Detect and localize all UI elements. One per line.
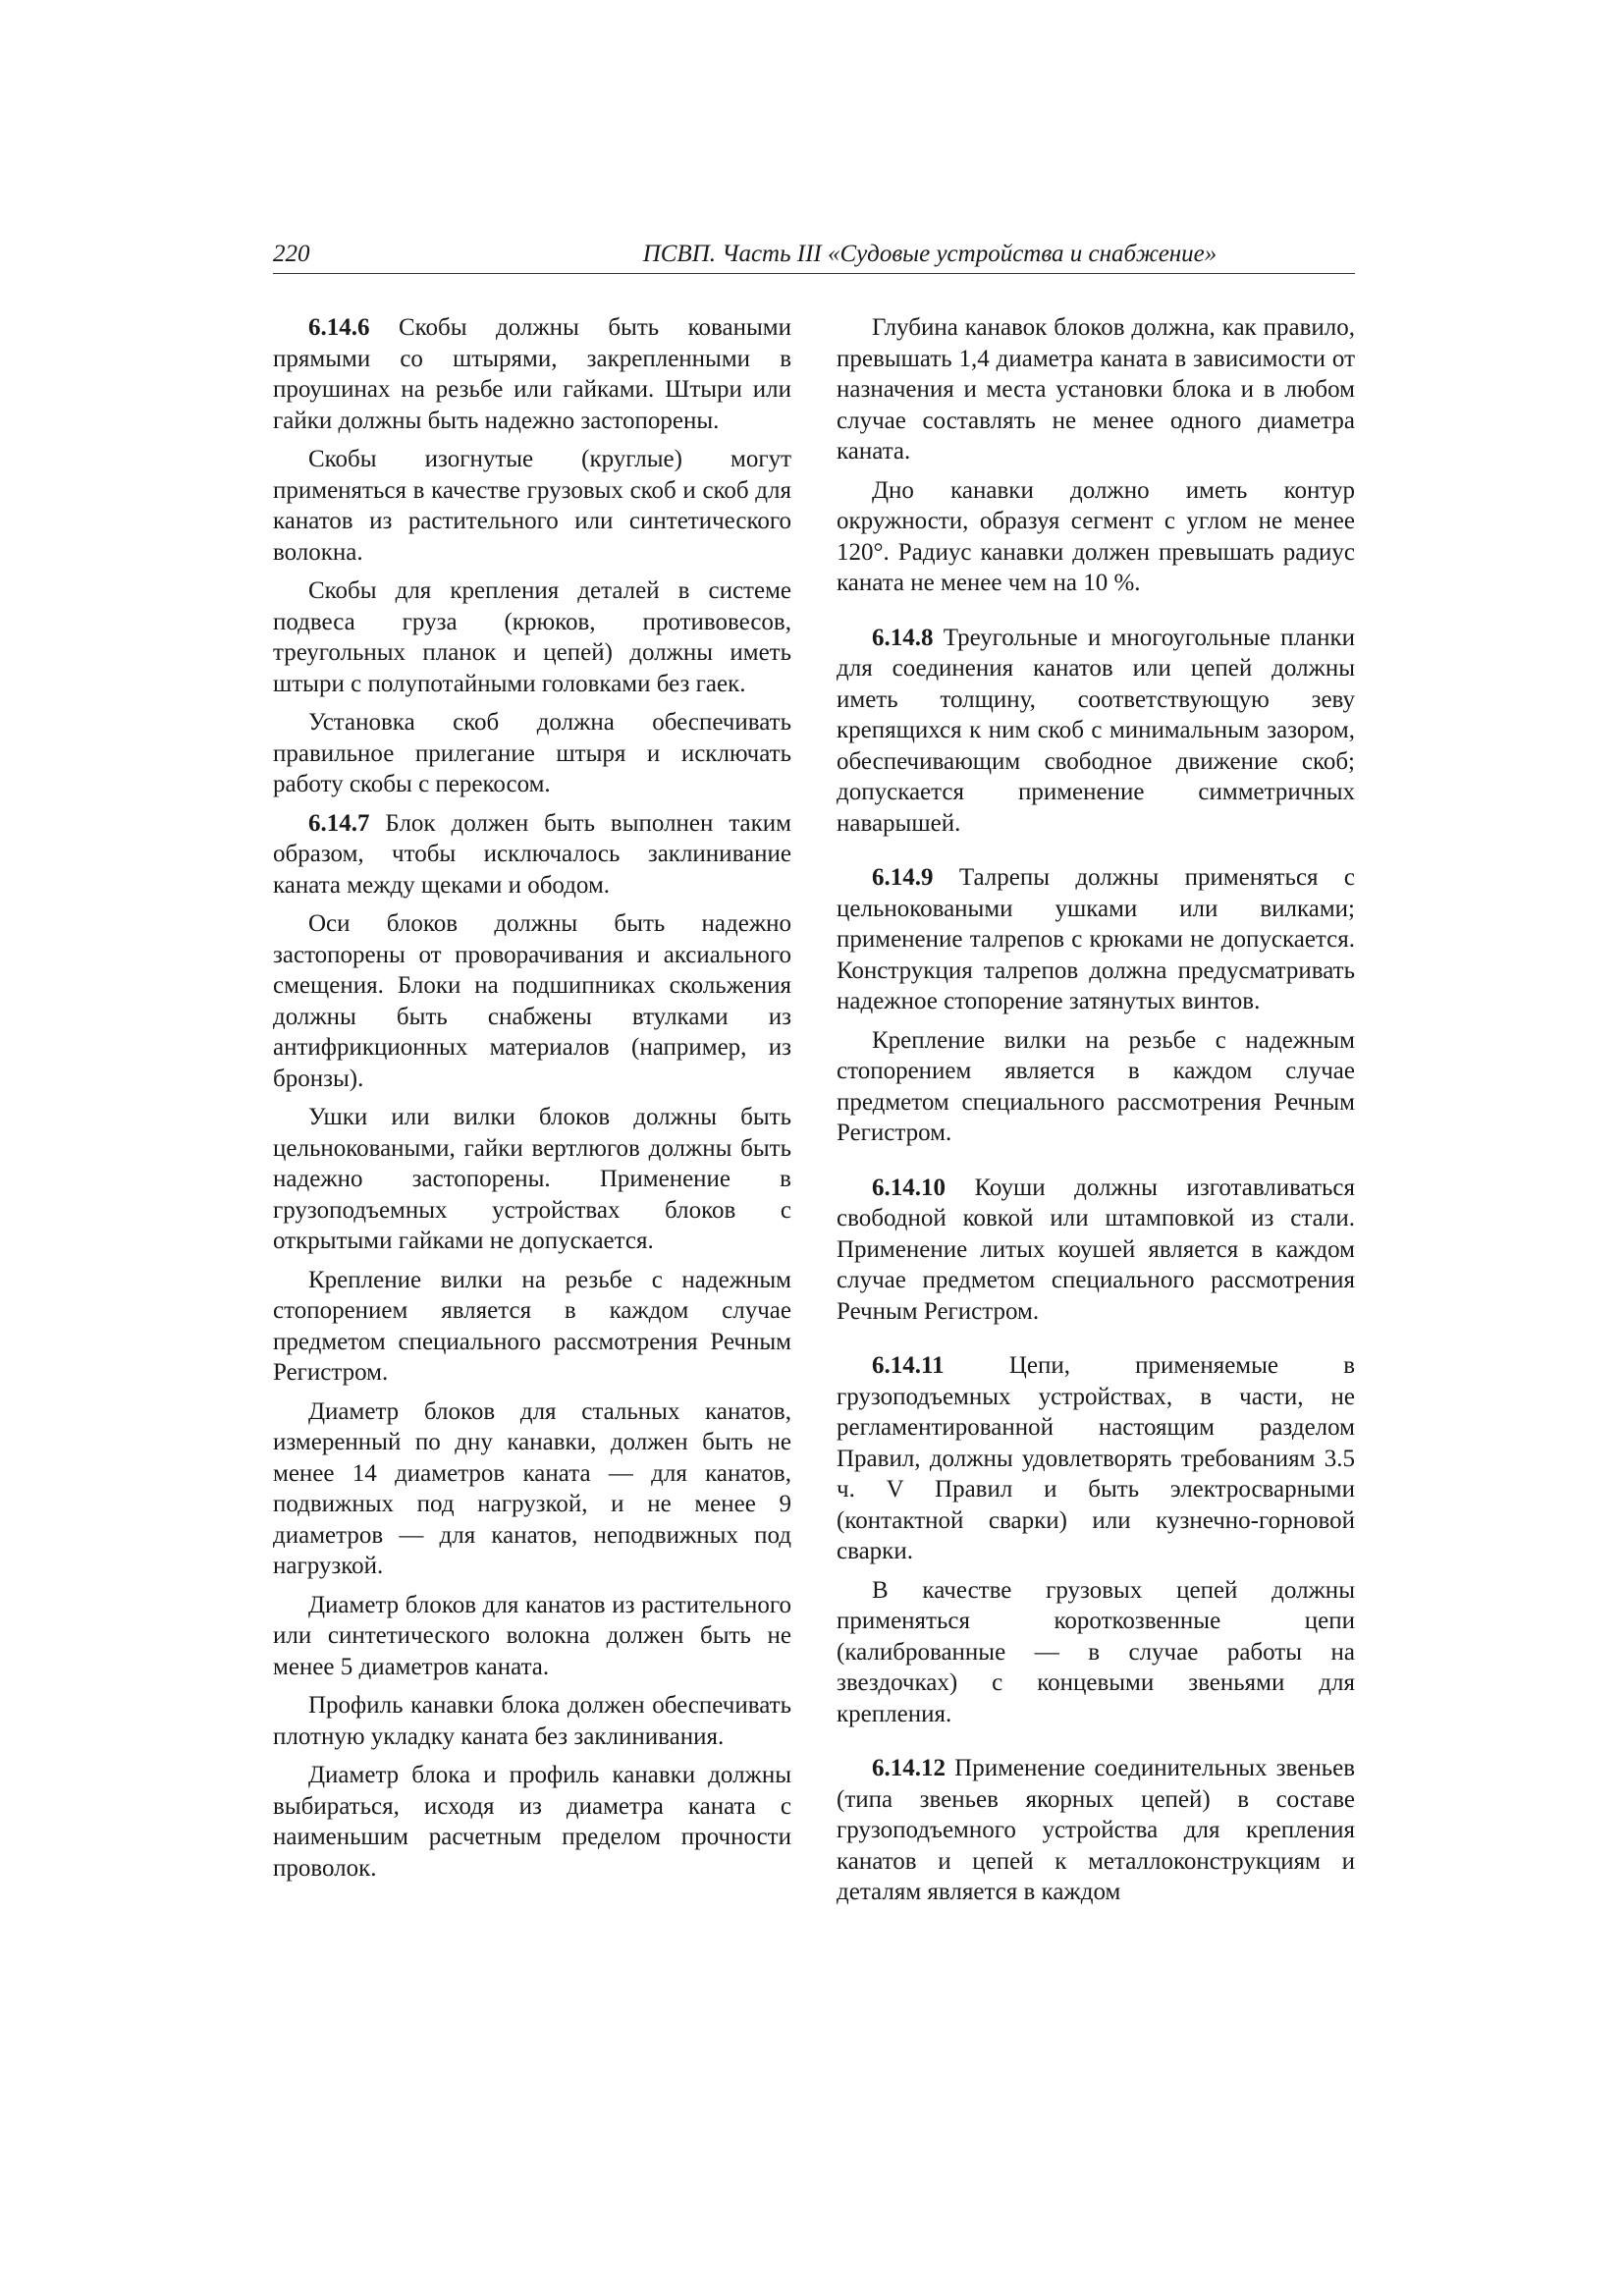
paragraph-text: Дно канавки должно иметь контур окружности, образуя сегмент с углом не менее 120°. Радиус канавки должен превышать радиус каната не менее чем на 10 %.	[837, 476, 1355, 596]
paragraph-text: Скобы должны быть коваными прямыми со штырями, закрепленными в проушинах на резьбе или гайками. Штыри или гайки должны быть надежно застопорены.	[273, 314, 791, 434]
clause-number: 6.14.7	[308, 809, 370, 837]
paragraph-text: Скобы изогнутые (круглые) могут применяться в качестве грузовых скоб и скоб для канатов из растительного или синтетического волокна.	[273, 446, 791, 566]
paragraph-text: Талрепы должны применяться с цельноковаными ушками или вилками; применение талрепов с крюками не допускается. Конструкция талрепов должна предусматривать надежное стопорение затянутых винтов.	[837, 864, 1355, 1014]
running-title: ПСВП. Часть III «Судовые устройства и снабжение»	[642, 241, 1217, 267]
paragraph-text: Крепление вилки на резьбе с надежным стопорением является в каждом случае предметом специального рассмотрения Речным Регистром.	[837, 1026, 1355, 1146]
paragraph-text: Ушки или вилки блоков должны быть цельноковаными, гайки вертлюгов должны быть надежно застопорены. Применение в грузоподъемных устройствах блоков с открытыми гайками не допускается.	[273, 1104, 791, 1254]
paragraph	[837, 475, 1355, 599]
paragraph	[273, 1265, 791, 1389]
clause-number: 6.14.10	[872, 1174, 946, 1201]
paragraph	[837, 312, 1355, 467]
right-column	[837, 312, 1355, 1916]
paragraph-text: Треугольные и многоугольные планки для соединения канатов или цепей должны иметь толщину, соответствующую зеву крепящихся к ним скоб с минимальным зазором, обеспечивающим свободное движение скоб; допускается применение симметричных наварышей.	[837, 624, 1355, 837]
paragraph	[837, 1173, 1355, 1328]
paragraph	[273, 1590, 791, 1683]
running-header	[273, 238, 1355, 274]
paragraph-text: Крепление вилки на резьбе с надежным стопорением является в каждом случае предметом специального рассмотрения Речным Регистром.	[273, 1266, 791, 1386]
paragraph	[273, 1396, 791, 1582]
paragraph	[837, 1753, 1355, 1908]
paragraph	[837, 1575, 1355, 1730]
paragraph-text: Блок должен быть выполнен таким образом, чтобы исключалось заклинивание каната между щеками и ободом.	[273, 809, 791, 899]
paragraph	[273, 1102, 791, 1257]
paragraph	[837, 623, 1355, 840]
paragraph	[837, 1350, 1355, 1567]
page-number: 220	[273, 241, 310, 267]
paragraph-text: Диаметр блока и профиль канавки должны выбираться, исходя из диаметра каната с наименьшим расчетным пределом прочности проволок.	[273, 1762, 791, 1882]
paragraph	[273, 707, 791, 800]
paragraph-text: Применение соединительных звеньев (типа звеньев якорных цепей) в составе грузоподъемного устройства для крепления канатов и цепей к металлоконструкциям и деталям является в каждом	[837, 1755, 1355, 1905]
paragraph-text: Установка скоб должна обеспечивать правильное прилегание штыря и исключать работу скобы с перекосом.	[273, 709, 791, 797]
paragraph-text: Диаметр блоков для канатов из растительного или синтетического волокна должен быть не менее 5 диаметров каната.	[273, 1591, 791, 1680]
paragraph	[837, 1025, 1355, 1149]
paragraph-text: Профиль канавки блока должен обеспечивать плотную укладку каната без заклинивания.	[273, 1692, 791, 1750]
paragraph	[273, 808, 791, 902]
paragraph	[273, 1760, 791, 1884]
clause-number: 6.14.8	[872, 624, 934, 651]
paragraph-text: Коуши должны изготавливаться свободной ковкой или штамповкой из стали. Применение литых коушей является в каждом случае предметом специального рассмотрения Речным Регистром.	[837, 1174, 1355, 1325]
paragraph	[273, 444, 791, 568]
paragraph-text: Диаметр блоков для стальных канатов, измеренный по дну канавки, должен быть не менее 14 диаметров каната — для канатов, подвижных под нагрузкой, и не менее 9 диаметров — для канатов, неподвижных под нагрузкой.	[273, 1397, 791, 1579]
paragraph	[273, 1690, 791, 1752]
paragraph	[273, 575, 791, 699]
clause-number: 6.14.12	[872, 1755, 946, 1781]
left-column	[273, 312, 791, 1891]
paragraph	[837, 862, 1355, 1017]
clause-number: 6.14.11	[872, 1352, 945, 1379]
paragraph	[273, 312, 791, 436]
clause-number: 6.14.6	[308, 314, 370, 341]
paragraph-text: Оси блоков должны быть надежно застопорены от проворачивания и аксиального смещения. Блоки на подшипниках скольжения должны быть снабжены втулками из антифрикционных материалов (например, из бронзы).	[273, 910, 791, 1092]
paragraph-text: Скобы для крепления деталей в системе подвеса груза (крюков, противовесов, треугольных планок и цепей) должны иметь штыри с полупотайными головками без гаек.	[273, 577, 791, 697]
paragraph	[273, 908, 791, 1094]
paragraph-text: Цепи, применяемые в грузоподъемных устройствах, в части, не регламентированной настоящим разделом Правил, должны удовлетворять требованиям 3.5 ч. V Правил и быть электросварными (контактной сварки) или кузнечно-горновой сварки.	[837, 1352, 1355, 1564]
paragraph-text: В качестве грузовых цепей должны применяться короткозвенные цепи (калиброванные — в случае работы на звездочках) с концевыми звеньями для крепления.	[837, 1576, 1355, 1727]
paragraph-text: Глубина канавок блоков должна, как правило, превышать 1,4 диаметра каната в зависимости от назначения и места установки блока и в любом случае составлять не менее одного диаметра каната.	[837, 314, 1355, 465]
clause-number: 6.14.9	[872, 864, 934, 891]
